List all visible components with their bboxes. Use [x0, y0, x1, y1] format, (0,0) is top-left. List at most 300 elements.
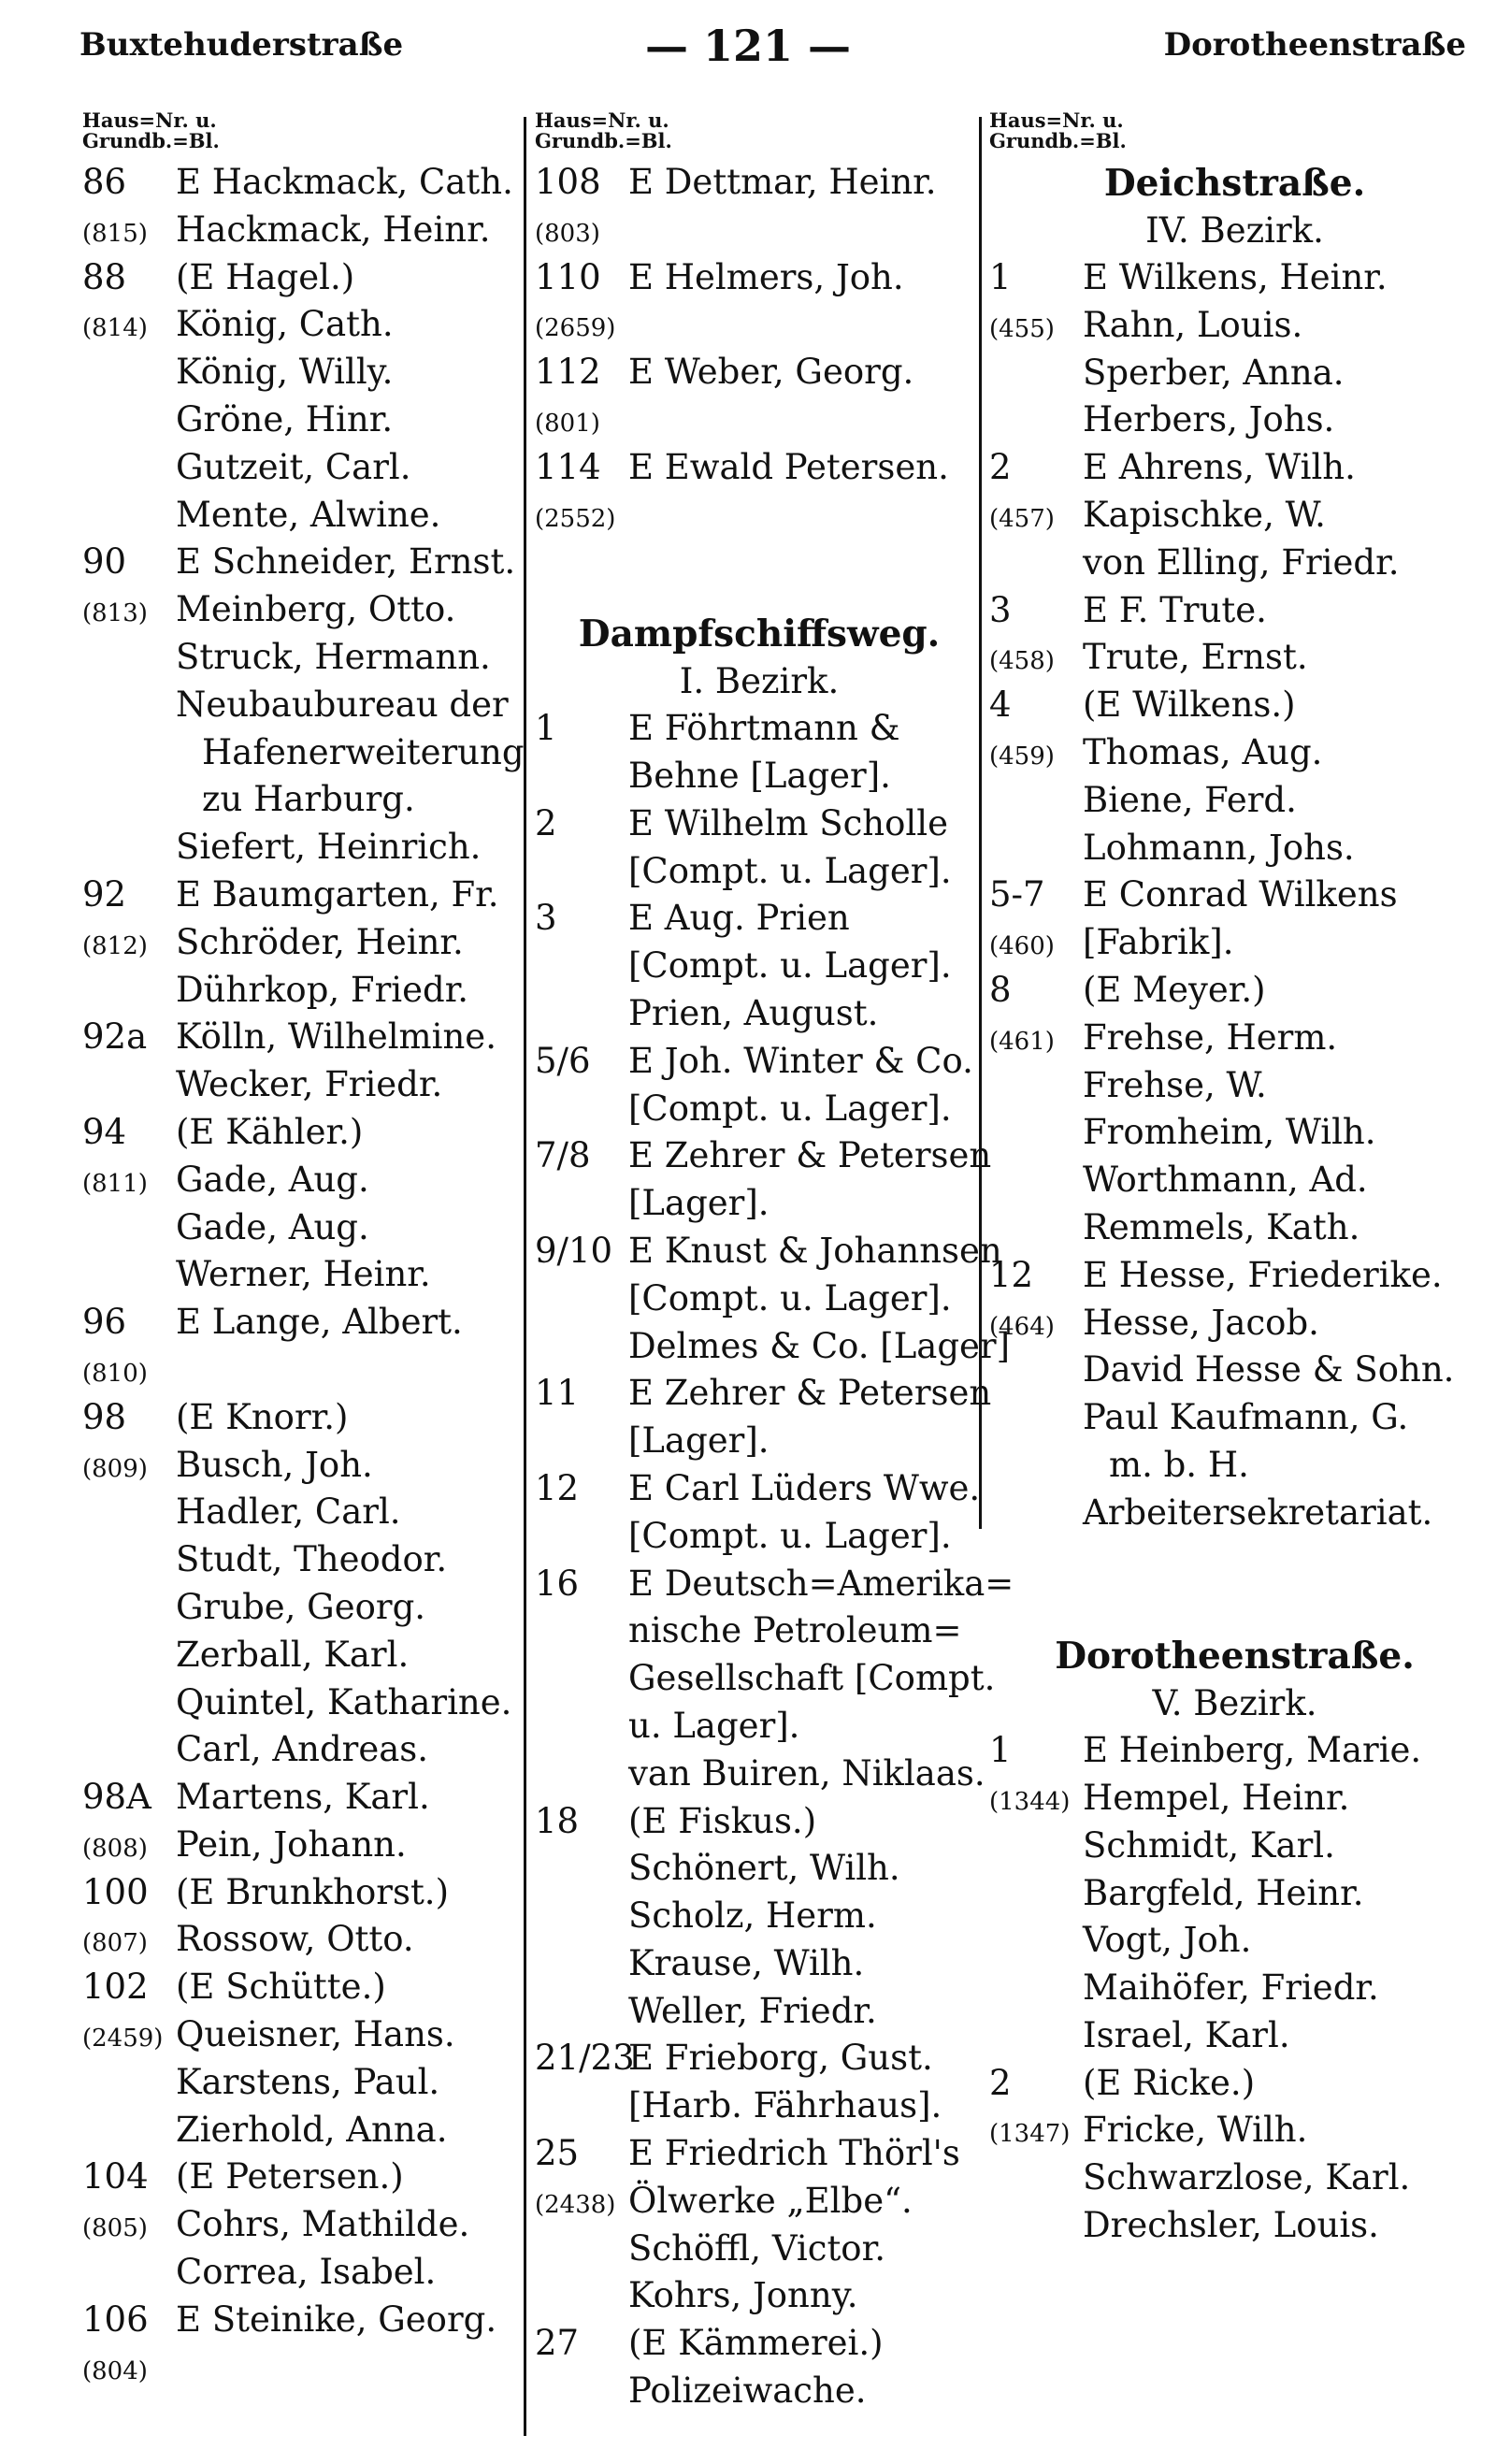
- directory-entry: [82, 2344, 522, 2392]
- house-number: 21/23: [535, 2038, 635, 2079]
- land-register-number: (808): [82, 1834, 148, 1863]
- directory-entry: [535, 254, 984, 302]
- entry-text: Martens, Karl.: [176, 1777, 430, 1818]
- directory-entry: [989, 492, 1480, 540]
- directory-entry: [82, 1061, 522, 1109]
- directory-entry: [989, 1347, 1480, 1394]
- land-register-number: (2438): [535, 2190, 616, 2219]
- land-register-number: (461): [989, 1027, 1055, 1056]
- entry-text: Behne [Lager].: [628, 755, 891, 796]
- entry-text: E Friedrich Thörl's: [628, 2133, 960, 2174]
- entry-text: Werner, Heinr.: [176, 1254, 431, 1295]
- house-number: 7/8: [535, 1135, 591, 1176]
- directory-entry: [535, 492, 984, 540]
- directory-entry: [82, 1632, 522, 1679]
- entry-text: Hesse, Jacob.: [1083, 1302, 1319, 1343]
- directory-entry: [535, 705, 984, 753]
- directory-entry: [989, 919, 1480, 967]
- house-number: 12: [989, 1254, 1034, 1295]
- house-number: 16: [535, 1563, 580, 1604]
- entry-text: E Aug. Prien: [628, 898, 850, 939]
- house-number: 2: [535, 802, 557, 843]
- directory-entry: [82, 729, 525, 777]
- entry-text: E Hackmack, Cath.: [176, 162, 513, 202]
- house-number: 2: [989, 447, 1012, 488]
- land-register-number: (2459): [82, 2025, 164, 2053]
- entry-text: Siefert, Heinrich.: [176, 827, 482, 868]
- directory-entry: [535, 848, 984, 896]
- directory-entry: [535, 159, 984, 207]
- entry-list: [535, 705, 1014, 2415]
- entry-text: u. Lager].: [628, 1705, 800, 1746]
- directory-entry: [82, 682, 522, 729]
- house-number: 11: [535, 1373, 580, 1414]
- directory-entry: [82, 159, 522, 207]
- entry-list: [82, 159, 525, 2391]
- directory-entry: [82, 2249, 522, 2297]
- entry-text: Grube, Georg.: [176, 1586, 426, 1627]
- house-number: 108: [535, 162, 601, 202]
- entry-text: Carl, Andreas.: [176, 1729, 429, 1770]
- entry-text: Remmels, Kath.: [1083, 1206, 1360, 1247]
- directory-entry: [535, 1038, 984, 1086]
- entry-text: Kölln, Wilhelmine.: [176, 1016, 496, 1058]
- house-number: 5-7: [989, 874, 1045, 915]
- entry-text: Hadler, Carl.: [176, 1491, 401, 1533]
- directory-entry: [82, 824, 522, 872]
- directory-entry: [82, 1964, 522, 2011]
- directory-entry: [989, 729, 1480, 777]
- directory-entry: [535, 943, 984, 990]
- entry-text: E Knust & Johannsen: [628, 1230, 1002, 1271]
- directory-entry: [535, 1370, 992, 1418]
- directory-entry: [82, 1347, 522, 1394]
- directory-entry: [535, 2130, 984, 2178]
- entry-text: [Lager].: [628, 1420, 770, 1462]
- directory-entry: [82, 349, 522, 396]
- entry-text: [Fabrik].: [1083, 922, 1234, 963]
- directory-entry: [989, 682, 1480, 729]
- directory-entry: [535, 2368, 984, 2415]
- house-number: 92a: [82, 1016, 148, 1058]
- directory-entry: [989, 634, 1480, 682]
- house-number: 1: [989, 1730, 1012, 1771]
- directory-entry: [535, 1893, 984, 1940]
- entry-text: Krause, Wilh.: [628, 1942, 865, 1983]
- entry-text: (E Kämmerei.): [628, 2323, 884, 2364]
- entry-text: E Joh. Winter & Co.: [628, 1040, 973, 1081]
- district-label: IV. Bezirk.: [1145, 210, 1324, 251]
- house-number: 88: [82, 256, 127, 297]
- entry-text: E Conrad Wilkens: [1083, 874, 1398, 915]
- land-register-number: (810): [82, 1359, 148, 1388]
- directory-entry: [989, 825, 1480, 872]
- land-register-number: (803): [535, 219, 600, 248]
- directory-entry: [82, 1774, 522, 1822]
- directory-entry: [989, 777, 1480, 825]
- column-1: [82, 108, 525, 2391]
- entry-text: [Compt. u. Lager].: [628, 1088, 952, 1129]
- land-register-number: (801): [535, 409, 600, 438]
- entry-text: Dührkop, Friedr.: [176, 969, 469, 1010]
- directory-entry: [82, 1916, 522, 1964]
- directory-entry: [535, 1228, 1002, 1275]
- entry-text: Arbeitersekretariat.: [1083, 1491, 1433, 1533]
- directory-entry: [535, 1751, 984, 1798]
- column-header: Haus=Nr. u. Grundb.=Bl.: [989, 108, 1127, 152]
- entry-text: (E Meyer.): [1083, 969, 1266, 1010]
- district-label: I. Bezirk.: [679, 661, 840, 702]
- land-register-number: (804): [82, 2356, 148, 2385]
- house-number: 110: [535, 256, 601, 297]
- entry-text: (E Knorr.): [176, 1396, 349, 1437]
- directory-entry: [535, 2320, 984, 2368]
- entry-text: Herbers, Johs.: [1083, 399, 1335, 440]
- column-divider: [524, 117, 526, 2436]
- directory-entry: [989, 2154, 1480, 2202]
- directory-entry: [535, 1561, 1014, 1608]
- directory-entry: [989, 1062, 1480, 1110]
- entry-text: Prien, August.: [628, 992, 879, 1033]
- house-number: 27: [535, 2323, 580, 2364]
- directory-entry: [989, 587, 1480, 635]
- directory-entry: [535, 1940, 984, 1988]
- entry-text: E Deutsch=Amerika=: [628, 1563, 1014, 1604]
- directory-entry: [989, 1775, 1480, 1823]
- house-number: 114: [535, 446, 601, 487]
- directory-entry: [82, 967, 522, 1015]
- directory-entry: [535, 1513, 984, 1561]
- house-number: 3: [535, 898, 557, 939]
- entry-text: E Wilhelm Scholle: [628, 802, 948, 843]
- directory-entry: [535, 2035, 984, 2082]
- entry-text: Mente, Alwine.: [176, 494, 441, 535]
- entry-text: Pein, Johann.: [176, 1823, 407, 1865]
- directory-entry: [989, 254, 1480, 302]
- directory-entry: [82, 1726, 522, 1774]
- house-number: 106: [82, 2298, 149, 2340]
- house-number: 18: [535, 1800, 580, 1841]
- section-title: Dorotheenstraße.: [1055, 1635, 1415, 1679]
- entry-text: E Dettmar, Heinr.: [628, 162, 937, 202]
- house-number: 98A: [82, 1777, 151, 1818]
- directory-entry: [535, 1845, 984, 1893]
- entry-text: (E Petersen.): [176, 2156, 404, 2197]
- directory-entry: [535, 396, 984, 444]
- land-register-number: (1347): [989, 2120, 1071, 2149]
- directory-entry: [989, 350, 1480, 397]
- entry-text: Kohrs, Jonny.: [628, 2275, 858, 2316]
- directory-entry: [82, 1489, 522, 1536]
- entry-text: Rossow, Otto.: [176, 1919, 414, 1960]
- column-header: Haus=Nr. u. Grundb.=Bl.: [82, 108, 220, 152]
- entry-text: Kapischke, W.: [1083, 494, 1326, 535]
- directory-entry: [989, 1157, 1480, 1204]
- entry-text: Fricke, Wilh.: [1083, 2110, 1308, 2151]
- directory-entry: [535, 990, 984, 1038]
- entry-text: Busch, Joh.: [176, 1444, 373, 1485]
- directory-entry: [535, 1465, 984, 1513]
- directory-entry: [82, 1251, 522, 1299]
- entry-text: Lohmann, Johs.: [1083, 827, 1355, 868]
- directory-entry: [535, 800, 984, 848]
- entry-text: E Heinberg, Marie.: [1083, 1730, 1422, 1771]
- entry-text: [Compt. u. Lager].: [628, 945, 952, 987]
- entry-text: Hempel, Heinr.: [1083, 1777, 1350, 1818]
- directory-entry: [82, 919, 522, 967]
- directory-entry: [989, 2107, 1480, 2154]
- entry-text: Struck, Hermann.: [176, 636, 491, 677]
- house-number: 86: [82, 162, 127, 202]
- directory-entry: [535, 1323, 1011, 1371]
- running-head-right: Dorotheenstraße: [1163, 26, 1466, 64]
- directory-entry: [82, 2011, 522, 2059]
- entry-text: nische Petroleum=: [628, 1610, 962, 1651]
- entry-text: von Elling, Friedr.: [1083, 541, 1400, 583]
- directory-entry: [82, 1299, 522, 1347]
- directory-entry: [82, 776, 522, 824]
- entry-text: E Zehrer & Petersen: [628, 1135, 992, 1176]
- entry-text: Frehse, Herm.: [1083, 1016, 1338, 1058]
- directory-entry: [82, 492, 522, 540]
- entry-text: m. b. H.: [1109, 1444, 1249, 1485]
- entry-text: (E Hagel.): [176, 256, 355, 297]
- directory-entry: [989, 1823, 1480, 1870]
- directory-entry: [989, 396, 1480, 444]
- directory-entry: [82, 2059, 522, 2107]
- land-register-number: (814): [82, 314, 148, 343]
- house-number: 9/10: [535, 1230, 613, 1271]
- entry-text: (E Kähler.): [176, 1111, 364, 1152]
- entry-text: Hackmack, Heinr.: [176, 209, 491, 250]
- entry-text: Gesellschaft [Compt.: [628, 1658, 996, 1699]
- entry-text: E Baumgarten, Fr.: [176, 873, 499, 915]
- house-number: 112: [535, 352, 601, 393]
- entry-text: [Compt. u. Lager].: [628, 1277, 952, 1318]
- entry-text: Weller, Friedr.: [628, 1990, 877, 2031]
- land-register-number: (815): [82, 219, 148, 248]
- directory-entry: [82, 2107, 522, 2154]
- house-number: 25: [535, 2133, 580, 2174]
- entry-list: [535, 159, 984, 539]
- entry-text: Schwarzlose, Karl.: [1083, 2157, 1411, 2198]
- entry-text: (E Schütte.): [176, 1967, 386, 2008]
- entry-text: E Carl Lüders Wwe.: [628, 1467, 981, 1508]
- house-number: 8: [989, 969, 1012, 1010]
- entry-text: Biene, Ferd.: [1083, 779, 1297, 820]
- land-register-number: (813): [82, 599, 148, 628]
- directory-entry: [82, 2154, 522, 2201]
- entry-text: E Schneider, Ernst.: [176, 541, 516, 583]
- directory-entry: [82, 396, 522, 444]
- land-register-number: (2659): [535, 314, 616, 343]
- column-3: [989, 110, 1480, 2250]
- directory-entry: [535, 2272, 984, 2320]
- entry-text: Polizeiwache.: [628, 2370, 867, 2412]
- entry-text: Schröder, Heinr.: [176, 921, 464, 962]
- directory-entry: [535, 207, 984, 254]
- directory-entry: [82, 539, 522, 586]
- entry-text: Hafenerweiterung: [202, 731, 525, 772]
- directory-entry: [535, 1655, 996, 1703]
- entry-text: E Föhrtmann &: [628, 708, 900, 749]
- house-number: 100: [82, 1871, 149, 1912]
- land-register-number: (805): [82, 2214, 148, 2243]
- directory-entry: [989, 1300, 1480, 1347]
- entry-text: E Ahrens, Wilh.: [1083, 447, 1356, 488]
- entry-text: E Steinike, Georg.: [176, 2298, 497, 2340]
- directory-entry: [989, 1204, 1480, 1252]
- directory-entry: [989, 1109, 1480, 1157]
- entry-text: David Hesse & Sohn.: [1083, 1349, 1455, 1391]
- entry-text: E Hesse, Friederike.: [1083, 1254, 1443, 1295]
- directory-entry: [535, 2082, 984, 2130]
- house-number: 90: [82, 541, 127, 583]
- directory-entry: [82, 1109, 522, 1157]
- directory-entry: [989, 540, 1480, 587]
- directory-entry: [535, 444, 984, 492]
- house-number: 4: [989, 684, 1012, 726]
- entry-text: [Harb. Fährhaus].: [628, 2085, 942, 2126]
- entry-text: Neubaubureau der: [176, 684, 509, 725]
- entry-text: (E Brunkhorst.): [176, 1871, 450, 1912]
- land-register-number: (455): [989, 314, 1055, 343]
- directory-entry: [535, 1132, 992, 1180]
- house-number: 96: [82, 1302, 127, 1343]
- house-number: 102: [82, 1967, 149, 2008]
- entry-text: Correa, Isabel.: [176, 2252, 437, 2293]
- directory-entry: [989, 967, 1480, 1015]
- directory-entry: [989, 1917, 1480, 1965]
- directory-entry: [989, 1252, 1480, 1300]
- entry-list: [989, 254, 1480, 1537]
- entry-text: Studt, Theodor.: [176, 1539, 448, 1580]
- directory-entry: [535, 1703, 984, 1751]
- entry-text: Trute, Ernst.: [1083, 637, 1308, 678]
- directory-entry: [82, 2201, 522, 2249]
- entry-text: Meinberg, Otto.: [176, 589, 456, 630]
- directory-entry: [989, 1870, 1480, 1918]
- directory-entry: [989, 1490, 1480, 1537]
- section-title: Deichstraße.: [1103, 162, 1366, 205]
- entry-text: E Zehrer & Petersen: [628, 1373, 992, 1414]
- directory-entry: [989, 872, 1480, 919]
- entry-text: Worthmann, Ad.: [1083, 1160, 1368, 1201]
- directory-entry: [82, 1536, 522, 1584]
- directory-entry: [535, 1418, 984, 1465]
- directory-entry: [989, 2202, 1480, 2250]
- directory-entry: [82, 1442, 522, 1490]
- directory-entry: [82, 254, 522, 302]
- entry-text: Israel, Karl.: [1083, 2014, 1290, 2055]
- entry-text: E Helmers, Joh.: [628, 256, 904, 297]
- entry-text: van Buiren, Niklaas.: [628, 1752, 985, 1794]
- section-title: Dampfschiffsweg.: [578, 612, 941, 656]
- house-number: 98: [82, 1396, 127, 1437]
- directory-entry: [989, 444, 1480, 492]
- directory-entry: [82, 1204, 522, 1252]
- directory-entry: [535, 1988, 984, 2036]
- entry-text: E Wilkens, Heinr.: [1083, 257, 1388, 297]
- entry-text: Quintel, Katharine.: [176, 1681, 512, 1722]
- entry-text: Scholz, Herm.: [628, 1895, 877, 1937]
- directory-entry: [989, 2060, 1480, 2108]
- entry-text: Drechsler, Louis.: [1083, 2205, 1379, 2246]
- directory-entry: [82, 444, 522, 492]
- directory-entry: [989, 1442, 1480, 1490]
- entry-text: Bargfeld, Heinr.: [1083, 1872, 1364, 1913]
- house-number: 12: [535, 1467, 580, 1508]
- directory-entry: [82, 301, 522, 349]
- entry-text: Ölwerke „Elbe“.: [628, 2180, 913, 2221]
- entry-text: zu Harburg.: [202, 779, 415, 820]
- directory-entry: [82, 634, 522, 682]
- entry-text: Cohrs, Mathilde.: [176, 2204, 470, 2245]
- directory-entry: [535, 1798, 984, 1846]
- land-register-number: (460): [989, 932, 1055, 961]
- directory-entry: [989, 1015, 1480, 1062]
- entry-text: E Lange, Albert.: [176, 1302, 463, 1343]
- entry-text: Gade, Aug.: [176, 1159, 369, 1200]
- entry-text: König, Willy.: [176, 352, 394, 393]
- house-number: 2: [989, 2062, 1012, 2103]
- entry-text: E F. Trute.: [1083, 589, 1267, 630]
- entry-text: Schönert, Wilh.: [628, 1848, 900, 1889]
- directory-entry: [535, 753, 984, 800]
- running-head-left: Buxtehuderstraße: [79, 26, 404, 64]
- entry-text: E Frieborg, Gust.: [628, 2038, 933, 2079]
- land-register-number: (807): [82, 1929, 148, 1958]
- entry-text: Gade, Aug.: [176, 1206, 369, 1247]
- entry-text: Maihöfer, Friedr.: [1083, 1967, 1379, 2009]
- land-register-number: (464): [989, 1312, 1055, 1341]
- directory-entry: [82, 2297, 522, 2344]
- directory-entry: [535, 1086, 984, 1133]
- land-register-number: (811): [82, 1169, 148, 1198]
- house-number: 94: [82, 1111, 127, 1152]
- land-register-number: (2552): [535, 504, 616, 533]
- directory-entry: [82, 1014, 522, 1061]
- directory-entry: [989, 1394, 1480, 1442]
- entry-text: Paul Kaufmann, G.: [1083, 1397, 1409, 1438]
- house-number: 1: [989, 257, 1012, 297]
- directory-entry: [82, 1157, 522, 1204]
- directory-entry: [535, 2178, 984, 2226]
- house-number: 3: [989, 589, 1012, 630]
- entry-text: Rahn, Louis.: [1083, 304, 1303, 345]
- land-register-number: (459): [989, 742, 1055, 771]
- directory-entry: [535, 301, 984, 349]
- directory-entry: [989, 1727, 1480, 1775]
- directory-entry: [82, 1584, 522, 1632]
- directory-entry: [535, 895, 984, 943]
- district-label: V. Bezirk.: [1152, 1683, 1317, 1724]
- entry-text: Vogt, Joh.: [1083, 1920, 1252, 1961]
- land-register-number: (809): [82, 1454, 148, 1483]
- page-number: — 121 —: [644, 21, 852, 71]
- entry-text: [Compt. u. Lager].: [628, 1515, 952, 1556]
- land-register-number: (457): [989, 504, 1055, 533]
- directory-entry: [989, 1965, 1480, 2012]
- house-number: 104: [82, 2156, 149, 2197]
- entry-text: Frehse, W.: [1083, 1064, 1267, 1105]
- directory-entry: [535, 349, 984, 396]
- column-header: Haus=Nr. u. Grundb.=Bl.: [535, 108, 672, 152]
- entry-text: Schöffl, Victor.: [628, 2227, 885, 2269]
- directory-entry: [535, 2226, 984, 2273]
- entry-text: [Compt. u. Lager].: [628, 850, 952, 891]
- entry-text: Schmidt, Karl.: [1083, 1824, 1335, 1866]
